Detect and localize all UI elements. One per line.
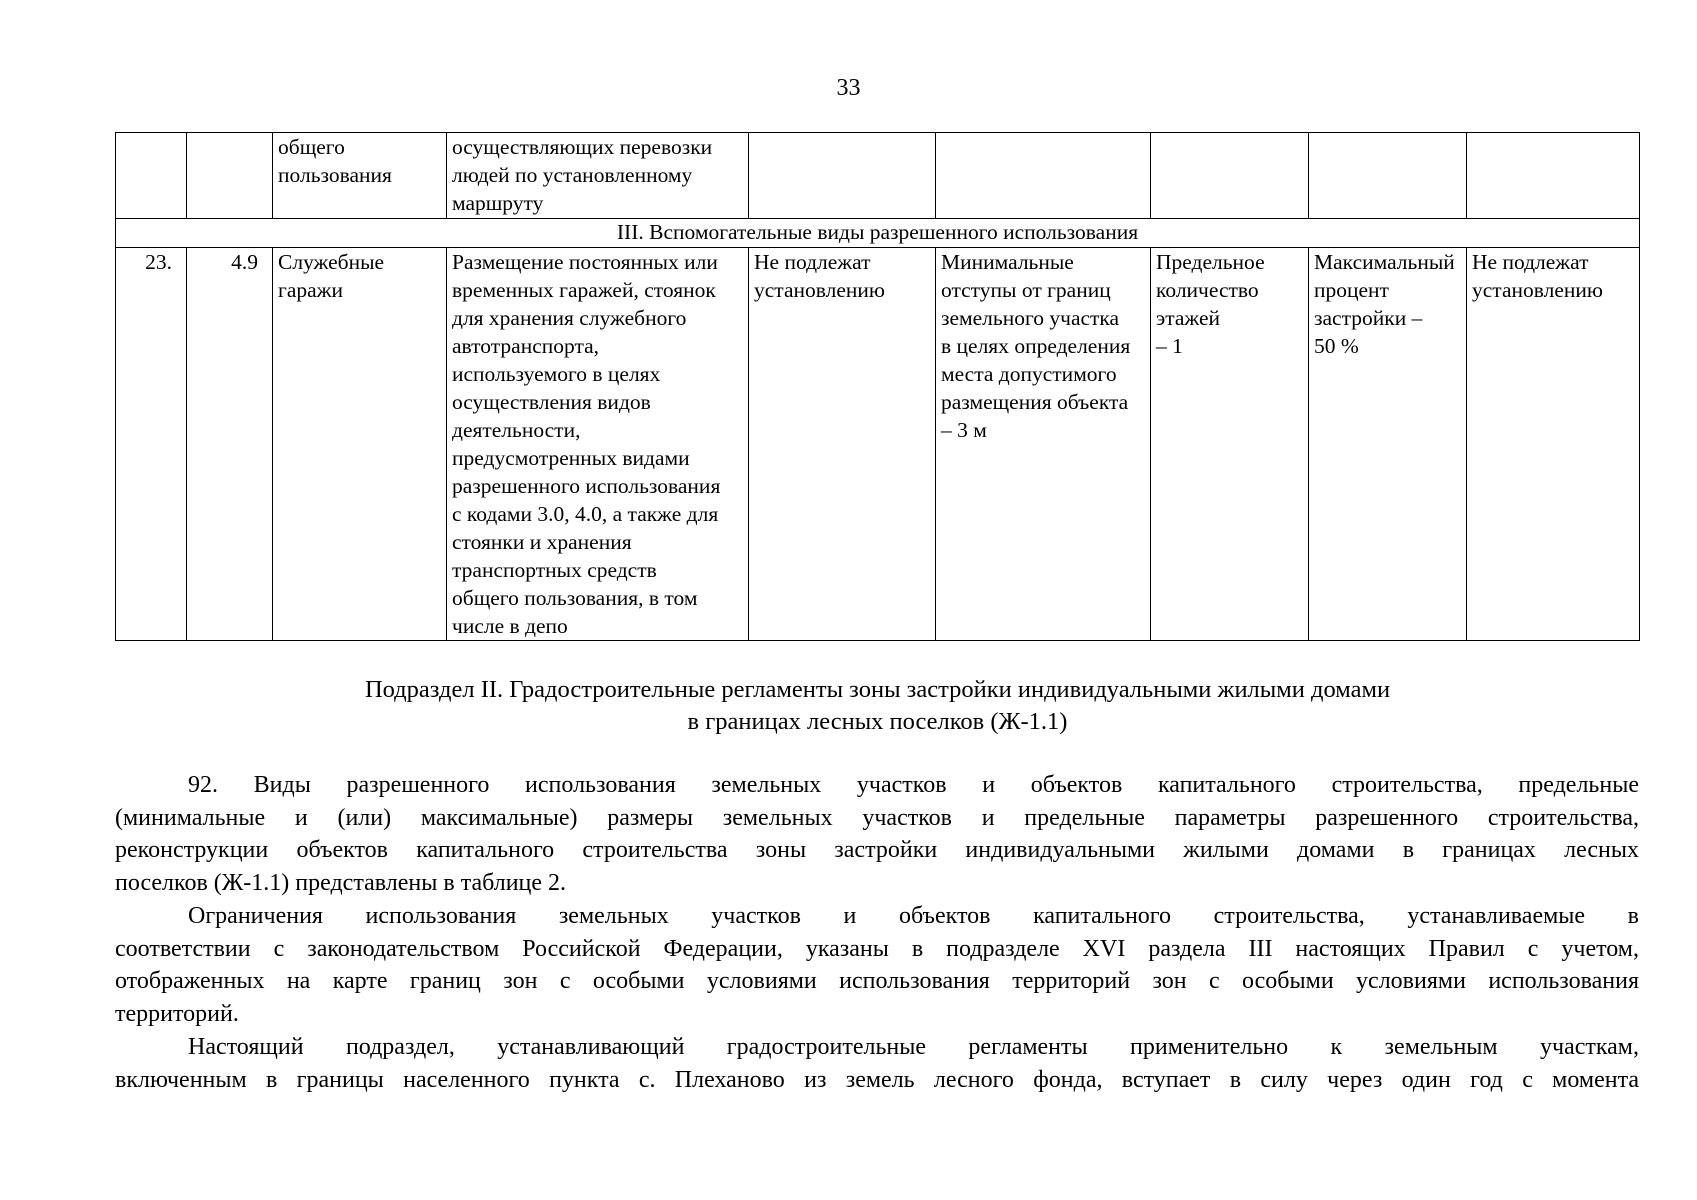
row-code: 4.9 bbox=[187, 248, 273, 641]
paragraph-line: поселков (Ж-1.1) представлены в таблице 2. bbox=[115, 870, 567, 897]
cell-line: застройки – bbox=[1314, 306, 1423, 330]
cell-line: транспортных средств bbox=[452, 558, 657, 582]
regulations-table bbox=[115, 132, 1640, 641]
row-name bbox=[273, 248, 447, 641]
cell-line: размещения объекта bbox=[941, 390, 1129, 414]
page-number: 33 bbox=[836, 75, 861, 101]
paragraph-line: Ограничения использования земельных участков и объектов капитального строительства, устанавливаемые в bbox=[188, 903, 1639, 929]
table-cell bbox=[273, 133, 447, 219]
cell-line: стоянки и хранения bbox=[452, 530, 632, 554]
table-cell bbox=[936, 133, 1151, 219]
table-cell bbox=[1151, 133, 1309, 219]
row-setbacks bbox=[936, 248, 1151, 641]
paragraph-line: 92. Виды разрешенного использования земельных участков и объектов капитального строительства, предельные bbox=[188, 772, 1639, 798]
cell-line: для хранения служебного bbox=[452, 306, 687, 330]
row-coverage bbox=[1309, 248, 1467, 641]
cell-line: разрешенного использования bbox=[452, 474, 721, 498]
cell-line: с кодами 3.0, 4.0, а также для bbox=[452, 502, 719, 526]
cell-line: общего пользования, в том bbox=[452, 586, 698, 610]
paragraph-line: (минимальные и (или) максимальные) размеры земельных участков и предельные параметры разрешенного строительства, bbox=[115, 804, 1639, 831]
cell-line: Не подлежат bbox=[1472, 250, 1589, 274]
paragraph-line: соответствии с законодательством Российской Федерации, указаны в подразделе XVI раздела III настоящих Правил с учетом, bbox=[115, 935, 1639, 962]
section-heading-row bbox=[116, 219, 1640, 248]
paragraph-line: включенным в границы населенного пункта с. Плеханово из земель лесного фонда, вступает в силу через один год с момента bbox=[115, 1066, 1639, 1093]
cell-line: автотранспорта, bbox=[452, 334, 600, 358]
subsection-title bbox=[0, 674, 1697, 738]
cell-line: земельного участка bbox=[941, 306, 1120, 330]
cell-line: осуществления видов bbox=[452, 390, 651, 414]
section-heading: III. Вспомогательные виды разрешенного использования bbox=[116, 219, 1640, 248]
paragraph-line: отображенных на карте границ зон с особыми условиями использования территорий зон с особыми условиями использования bbox=[115, 968, 1639, 995]
cell-line: отступы от границ bbox=[941, 278, 1111, 302]
cell-line: деятельности, bbox=[452, 418, 581, 442]
row-plot-size bbox=[749, 248, 936, 641]
table-cell bbox=[447, 133, 749, 219]
row-number: 23. bbox=[116, 248, 187, 641]
cell-line: Минимальные bbox=[941, 250, 1074, 274]
table-cell bbox=[116, 133, 187, 219]
cell-line: места допустимого bbox=[941, 362, 1117, 386]
cell-line: этажей bbox=[1156, 306, 1221, 330]
cell-line: пользования bbox=[278, 163, 392, 187]
paragraph-restrictions bbox=[115, 900, 1639, 1031]
cell-line: временных гаражей, стоянок bbox=[452, 278, 716, 302]
table-row bbox=[116, 248, 1640, 641]
paragraph-line: реконструкции объектов капитального строительства зоны застройки индивидуальными жилыми домами в границах лесных bbox=[115, 837, 1639, 864]
cell-line: количество bbox=[1156, 278, 1259, 302]
cell-line: гаражи bbox=[278, 278, 344, 302]
subsection-title-line: Подраздел II. Градостроительные регламенты зоны застройки индивидуальными жилыми домами bbox=[364, 676, 1391, 703]
cell-line: предусмотренных видами bbox=[452, 446, 690, 470]
cell-line: используемого в целях bbox=[452, 362, 661, 386]
row-other bbox=[1467, 248, 1640, 641]
cell-line: установлению bbox=[1472, 278, 1603, 302]
subsection-title-line: в границах лесных поселков (Ж-1.1) bbox=[687, 708, 1068, 735]
row-floors bbox=[1151, 248, 1309, 641]
paragraph-line: территорий. bbox=[115, 1001, 239, 1028]
paragraph-effective bbox=[115, 1031, 1639, 1096]
cell-line: Предельное bbox=[1156, 250, 1265, 274]
row-description bbox=[447, 248, 749, 641]
table-cell bbox=[187, 133, 273, 219]
cell-line: людей по установленному bbox=[452, 163, 693, 187]
cell-line: осуществляющих перевозки bbox=[452, 135, 713, 159]
table-cell bbox=[1309, 133, 1467, 219]
table-row bbox=[116, 133, 1640, 219]
table-cell bbox=[749, 133, 936, 219]
cell-line: 50 % bbox=[1314, 334, 1359, 358]
cell-line: Служебные bbox=[278, 250, 385, 274]
cell-line: – 1 bbox=[1156, 334, 1183, 358]
cell-line: в целях определения bbox=[941, 334, 1131, 358]
cell-line: установлению bbox=[754, 278, 885, 302]
cell-line: Не подлежат bbox=[754, 250, 871, 274]
cell-line: – 3 м bbox=[941, 418, 987, 442]
cell-line: числе в депо bbox=[452, 614, 568, 638]
table-cell bbox=[1467, 133, 1640, 219]
cell-line: Размещение постоянных или bbox=[452, 250, 718, 274]
cell-line: маршруту bbox=[452, 191, 544, 215]
cell-line: Максимальный bbox=[1314, 250, 1455, 274]
paragraph-line: Настоящий подраздел, устанавливающий градостроительные регламенты применительно к земельным участкам, bbox=[188, 1034, 1639, 1060]
cell-line: общего bbox=[278, 135, 345, 159]
cell-line: процент bbox=[1314, 278, 1389, 302]
paragraph-92 bbox=[115, 769, 1639, 900]
